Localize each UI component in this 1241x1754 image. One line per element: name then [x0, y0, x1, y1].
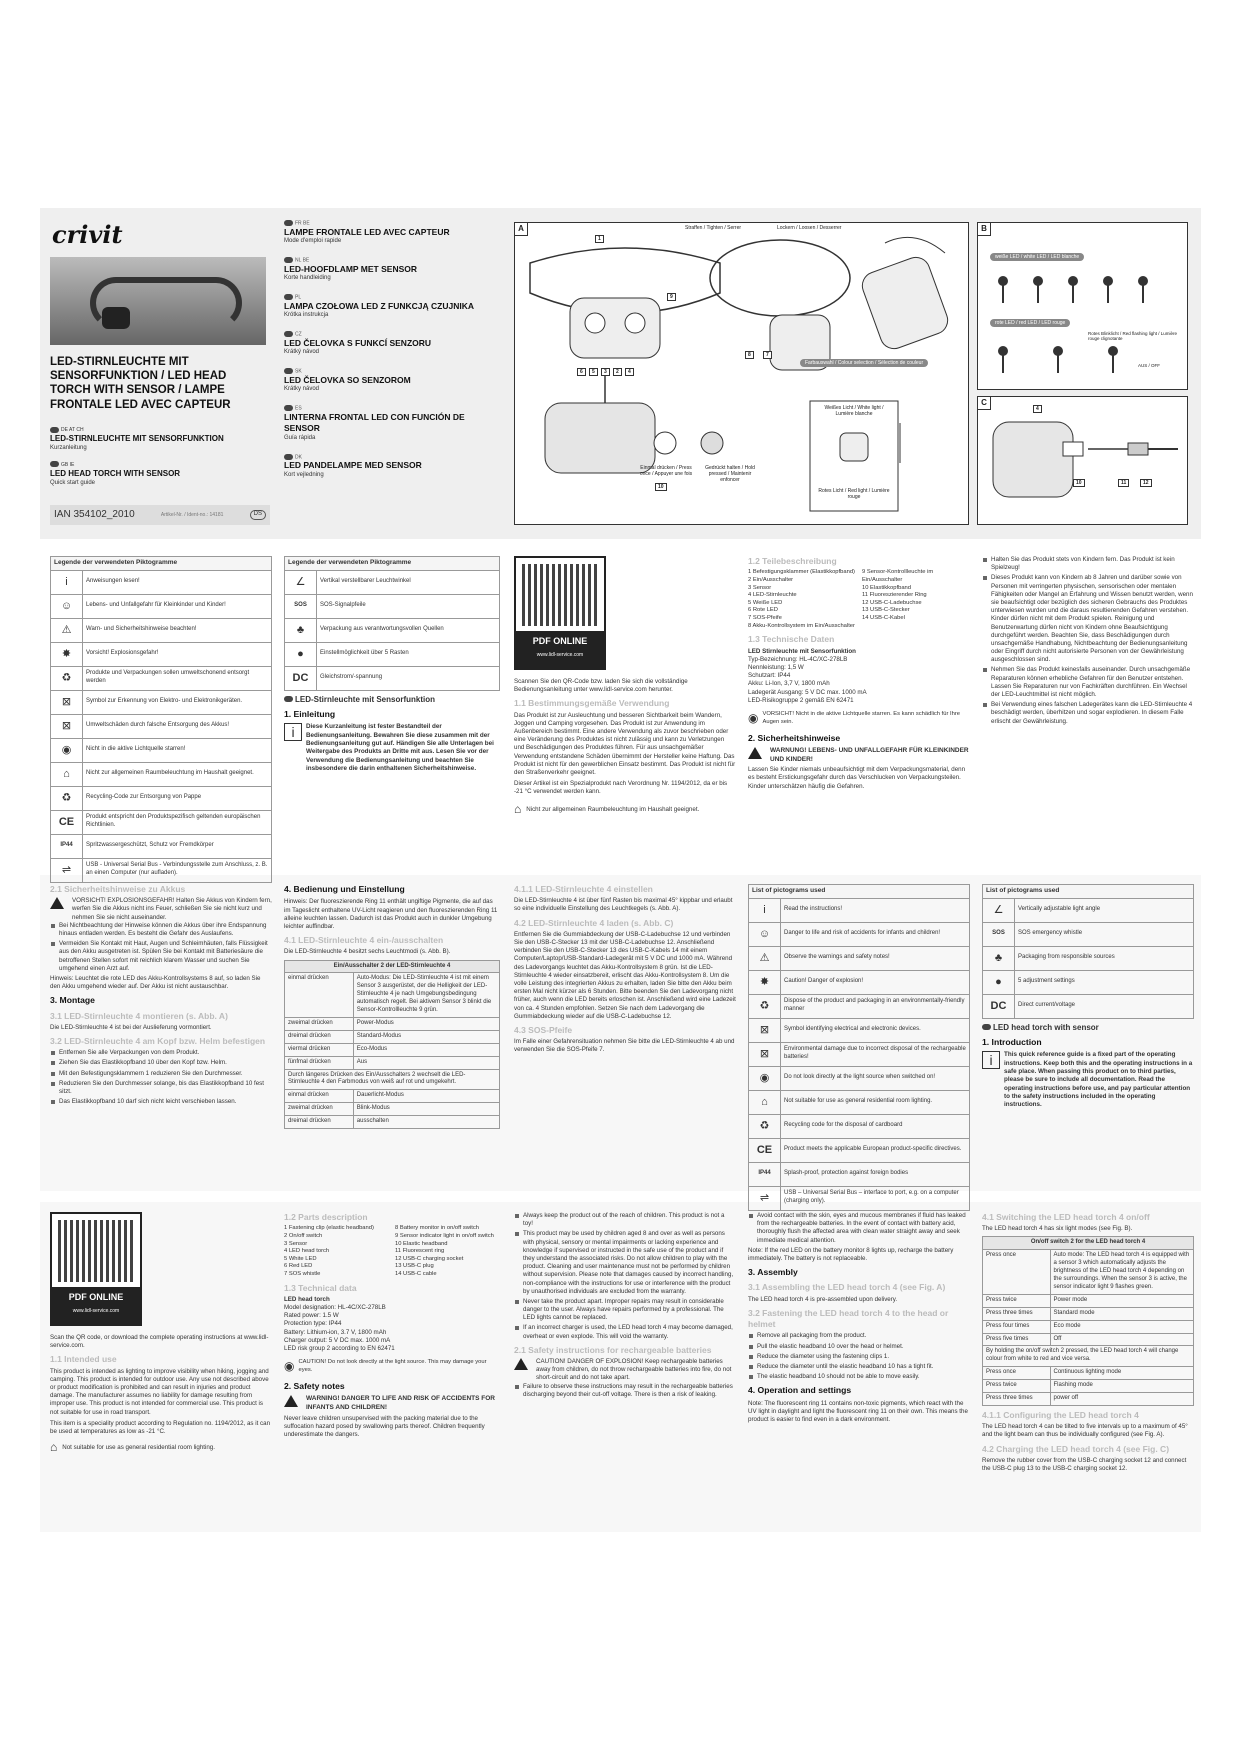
safety-list-en — [514, 1212, 736, 1341]
en-parts-panel: 1.2 Parts description 1 Fastening clip (elastic headband) 2 On/off switch 3 Sensor 4 LED head torch 5 White LED 6 Red LED 7 SOS whistle 8 Battery monitor in on/off switch 9 Sensor indicator light in on/off switch 10 Elastic headband 11 Fluorescent ring 12 USB-C charging socket 13 USB-C plug 14 USB-C cable 1.3 Technical data LED head torch Model designation: HL-4C/XC-278LB Rated power: 1.5 W Protection type: IP44 Battery: Lithium-ion, 3.7 V, 1800 mAh Charger output: 5 V DC max. 1000 mA LED risk group 2 according to EN 62471 ◉ CAUTION! Do not look directly at the light source. This may damage your eyes. 2. Safety notes WARNING! DANGER TO LIFE AND RISK OF ACCIDENTS FOR INFANTS AND CHILDREN! Never leave children unsupervised with the packing material due to the suffocation hazard posed by swallowing parts thereof. Children frequently underestimate the dangers. — [284, 1212, 500, 1524]
brand-logo: crivit — [52, 220, 123, 249]
list-item: 10 Elastikkopfband — [862, 584, 911, 591]
list-item: Reduce the diameter until the elastic headband 10 has a tight fit. — [748, 1363, 970, 1371]
list-item: 13 USB-C-Stecker — [862, 607, 910, 614]
book-icon: i — [284, 723, 302, 741]
list-item: Nennleistung: 1,5 W — [748, 663, 804, 671]
list-item: 1 Befestigungsklammer (Elastikkopfband) — [748, 569, 855, 576]
list-item: Mit den Befestigungsklammern 1 reduzieren Sie den Durchmesser. — [50, 1070, 272, 1078]
list-item: Always keep the product out of the reach of children. This product is not a toy! — [514, 1212, 736, 1228]
list-item: 14 USB-C-Kabel — [862, 615, 905, 622]
lens-drawing — [585, 313, 605, 333]
table-row: Press four times Eco mode — [983, 1320, 1194, 1333]
list-item: Model designation: HL-4C/XC-278LB — [284, 1304, 386, 1312]
list-item: Halten Sie das Produkt stets von Kindern fern. Das Produkt ist kein Spielzeug! — [982, 556, 1194, 572]
table-row: fünfmal drücken Aus — [285, 1056, 500, 1069]
figure-c-label: C — [978, 397, 991, 410]
legend-row: ✸ Vorsicht! Explosionsgefahr! — [51, 642, 272, 666]
language-entry: FR BE LAMPE FRONTALE LED AVEC CAPTEUR Mode d'emploi rapide — [284, 220, 450, 245]
legend-row: IP44 Splash-proof, protection against foreign bodies — [749, 1162, 970, 1186]
lamp-side-view — [858, 253, 951, 352]
legend-en2-table: List of pictograms used ∠ Vertically adjustable light angle SOS SOS emergency whistle ♣ Packaging from responsible sources ● 5 adjustment settings DC Direct current/voltage — [982, 884, 1194, 1019]
list-item: Protection type: IP44 — [284, 1320, 342, 1328]
ian-bar — [50, 505, 270, 524]
list-item: 7 SOS-Pfeife — [748, 615, 782, 622]
fsc-icon: ♣ — [983, 946, 1015, 970]
dc-icon: DC — [983, 994, 1015, 1018]
de-use-panel: PDF ONLINE www.lidl-service.com Scannen Sie den QR-Code bzw. laden Sie sich die vollständige Bedienungsanleitung unter www.lidl-service.com herunter. 1.1 Bestimmungsgemäße Verwendung Das Produkt ist zur Ausleuchtung und besseren Sichtbarkeit beim Wandern, Joggen und Camping vorgesehen. Das Produkt ist zur Anwendung im Außenbereich bestimmt. Eine andere Verwendung als zuvor beschrieben oder eine Veränderung des Produktes ist nicht zulässig und kann zu Verletzungen und Beschädigungen des Produktes führen. Für aus unsachgemäßer Verwendung entstandene Schäden übernimmt der Hersteller keine Haftung. Das Produkt ist nicht für den gewerblichen Einsatz bestimmt. Das Produkt ist nicht für den Straßenverkehr geeignet. Dieser Artikel ist ein Spezialprodukt nach Verordnung Nr. 1194/2012, da er bis -21 °C verwendet werden kann. ⌂ Nicht zur allgemeinen Raumbeleuchtung im Haushalt geeignet. — [514, 556, 736, 856]
legend-row: ⌂ Nicht zur allgemeinen Raumbeleuchtung im Haushalt geeignet. — [51, 762, 272, 786]
house-icon: ⌂ — [51, 762, 83, 786]
list-item: 5 Weiße LED — [748, 599, 783, 606]
explosion-icon: ✸ — [51, 642, 83, 666]
usb-icon: ⇌ — [749, 1186, 781, 1210]
table-row: zweimal drücken Blink-Modus — [285, 1103, 500, 1116]
legend-row: CE Produkt entspricht den Produktspezifisch geltenden europäischen Richtlinien. — [51, 810, 272, 834]
article-number: Artikel-Nr. / Ident-no.: 14181 — [160, 511, 224, 518]
list-item: Typ-Bezeichnung: HL-4C/XC-278LB — [748, 655, 848, 663]
list-item: This product may be used by children aged 8 and over as well as persons with physical, sensory or mental impairments or lacking experience and knowledge if supervised or instructed in the safe use of the product and if they understand the associated risks. Do not allow children to play with the product. Cleaning and user maintenance must not be performed by children without supervision. Please note that damages caused by incorrect handling, non-compliance with the instructions for use or interference with the product by unauthorised individuals are excluded from the warranty. — [514, 1230, 736, 1296]
headband-top-view — [710, 240, 850, 316]
ce-icon: CE — [51, 810, 83, 834]
flag-icon — [50, 461, 59, 467]
strap-label: Straffen / Tighten / Serrer — [685, 225, 742, 231]
legend-row: ♻ Produkte und Verpackungen sollen umweltschonend entsorgt werden — [51, 666, 272, 690]
house-icon: ⌂ — [749, 1090, 781, 1114]
list-item: Never take the product apart. Improper repairs may result in considerable danger to the user. Always have repairs performed by a professional. The LED lights cannot be replaced. — [514, 1298, 736, 1323]
list-item: 14 USB-C cable — [395, 1271, 437, 1278]
table-row: Press once Continuous lighting mode — [983, 1367, 1194, 1380]
legend-row: ☺ Danger to life and risk of accidents for infants and children! — [749, 922, 970, 946]
lamp-charging-drawing — [993, 422, 1073, 497]
dc-icon: DC — [285, 666, 317, 690]
language-entry: SK LED ČELOVKA SO SENZOROM Krátky návod — [284, 368, 411, 393]
list-item: Dieses Produkt kann von Kindern ab 8 Jahren und darüber sowie von Personen mit verringerten physischen, sensorischen oder mentalen Fähigkeiten oder Mangel an Erfahrung und Wissen benutzt werden, wenn sie beaufsichtigt oder bezüglich des sicheren Gebrauchs des Produktes unterwiesen wurden und die daraus resultierenden Gefahren verstehen. Kinder dürfen nicht mit dem Produkt spielen. Reinigung und Benutzerwartung dürfen nicht von Kindern ohne Beaufsichtigung durchgeführt werden. Beachten Sie, dass Beschädigungen durch unsachgemäße Handhabung, Nichtbeachtung der Bedienungsanleitung oder Eingriff durch nicht autorisierte Personen von der Gewährleistung ausgeschlossen sind. — [982, 574, 1194, 664]
list-item: 9 Sensor indicator light in on/off switch — [395, 1232, 494, 1239]
legend-row: ⊠ Umweltschäden durch falsche Entsorgung des Akkus! — [51, 714, 272, 738]
cover-photo — [50, 257, 266, 345]
language-list — [284, 220, 499, 480]
languages-panel — [284, 220, 499, 510]
recycle-icon: ♻ — [749, 994, 781, 1018]
list-item: 1 Fastening clip (elastic headband) — [284, 1225, 374, 1232]
legend-row: ● 5 adjustment settings — [983, 970, 1194, 994]
table-row: Press once Auto mode: The LED head torch 4 is equipped with a sensor 3 which automatically adjusts the brightness of the LED head torch 4 depending on the surroundings. When the sensor 3 is active, the sensor indicator light 9 flashes green. — [983, 1250, 1194, 1295]
list-item: Battery: Lithium-ion, 3.7 V, 1800 mAh — [284, 1328, 387, 1336]
flag-icon — [284, 405, 293, 411]
list-item: Das Elastikkopfband 10 darf sich nicht leicht verschieben lassen. — [50, 1098, 272, 1106]
legend-row: ✸ Caution! Danger of explosion! — [749, 970, 970, 994]
flag-icon — [284, 257, 293, 263]
list-item: 10 Elastic headband — [395, 1240, 448, 1247]
red-flash-label: Rotes Blinklicht / Red flashing light / Lumière rouge clignotante — [1088, 331, 1178, 341]
legend-row: ◉ Nicht in die aktive Lichtquelle starren! — [51, 738, 272, 762]
flag-icon — [284, 331, 293, 337]
parts-list-de — [748, 569, 970, 630]
list-item: 3 Sensor — [748, 584, 772, 591]
list-item: 4 LED head torch — [284, 1248, 330, 1255]
table-row: Press three times power off — [983, 1393, 1194, 1406]
list-item: Nehmen Sie das Produkt keinesfalls auseinander. Durch unsachgemäße Reparaturen können erhebliche Gefahren für den Benutzer entstehen. Lassen Sie Reparaturen nur von Fachkräften durchführen. Ein Wechsel der LED-Leuchtmittel ist nicht möglich. — [982, 666, 1194, 699]
flag-icon — [284, 220, 293, 226]
list-item: 6 Rote LED — [748, 607, 778, 614]
loosen-label: Lockern / Loosen / Desserrer — [777, 225, 842, 231]
book-icon: i — [51, 570, 83, 594]
legend-row: ◉ Do not look directly at the light source when switched on! — [749, 1066, 970, 1090]
red-light-label: Rotes Licht / Red light / Lumière rouge — [818, 488, 890, 500]
language-entry: PL LAMPA CZOŁOWA LED Z FUNKCJĄ CZUJNIKA Krótka instrukcja — [284, 294, 474, 319]
white-led-pill: weiße LED / white LED / LED blanche — [990, 253, 1084, 261]
flag-icon — [284, 368, 293, 374]
child-icon: ☺ — [749, 922, 781, 946]
language-entry: NL BE LED-HOOFDLAMP MET SENSOR Korte handleiding — [284, 257, 418, 282]
warning-icon — [748, 747, 762, 759]
list-item: 7 SOS whistle — [284, 1271, 321, 1278]
list-item: Reduzieren Sie den Durchmesser solange, bis das Elastikkopfband 10 fest sitzt. — [50, 1080, 272, 1096]
legend-row: i Read the instructions! — [749, 898, 970, 922]
angle-icon: ∠ — [983, 898, 1015, 922]
list-item: 3 Sensor — [284, 1240, 308, 1247]
table-row: By holding the on/off switch 2 pressed, the LED head torch 4 will change colour from white to red and vice versa. — [983, 1346, 1194, 1367]
eye-icon: ◉ — [749, 1066, 781, 1090]
ip44-icon: IP44 — [749, 1162, 781, 1186]
table-row: einmal drücken Auto-Modus: Die LED-Stirnleuchte 4 ist mit einem Sensor 3 ausgerüstet, der die Helligkeit der LED-Stirnleuchte 4 je nach Umgebungsbedingung automatisch regelt. Bei aktivem Sensor 3 blinkt die Sensor-Kontrollleuchte 9 grün. — [285, 973, 500, 1018]
sos-icon: SOS — [285, 594, 317, 618]
eye-icon: ◉ — [51, 738, 83, 762]
list-item: Reduce the diameter using the fastening clips 1. — [748, 1353, 970, 1361]
table-row: Durch längeres Drücken des Ein/Ausschalters 2 wechselt die LED-Stirnleuchte 4 den Farbmodus von weiß auf rot und umgekehrt. — [285, 1069, 500, 1090]
mode-table-en: On/off switch 2 for the LED head torch 4 Press once Auto mode: The LED head torch 4 is equipped with a sensor 3 which automatically adjusts the brightness of the LED head torch 4 depending on the surroundings. When the sensor 3 is active, the sensor indicator light 9 flashes green. Press twice Power mode Press three times Standard mode Press four times Eco mode Press five times Off By holding the on/off switch 2 pressed, the LED head torch 4 will change colour from white to red and vice versa. Press once Continuous lighting mode Press twice Flashing mode Press three times power off — [982, 1236, 1194, 1406]
list-item: 2 Ein/Ausschalter — [748, 576, 794, 583]
legend-de-table: Legende der verwendeten Piktogramme i Anweisungen lesen! ☺ Lebens- und Unfallgefahr für Kleinkinder und Kinder! ⚠ Warn- und Sicherheitshinweise beachten! ✸ Vorsicht! Explosionsgefahr! ♻ Produkte und Verpackungen sollen umweltschonend entsorgt werden ⊠ Symbol zur Erkennung von Elektro- und Elektronikgeräten. ⊠ Umweltschäden durch falsche Entsorgung des Akkus! ◉ Nicht in die aktive Lichtquelle starren! ⌂ Nicht zur allgemeinen Raumbeleuchtung im Haushalt geeignet. ♻ Recycling-Code zur Entsorgung von Pappe CE Produkt entspricht den Produktspezifisch geltenden europäischen Richtlinien. IP44 Spritzwassergeschützt, Schutz vor Fremdkörper ⇌ USB - Universal Serial Bus - Verbindungsstelle zum Anschluss, z. B. an einen Computer (nur aufladen). — [50, 556, 272, 883]
mount-list-en — [748, 1332, 970, 1381]
list-item: Remove all packaging from the product. — [748, 1332, 970, 1340]
table-row: dreimal drücken ausschalten — [285, 1116, 500, 1129]
legend-row: i Anweisungen lesen! — [51, 570, 272, 594]
bin-icon: ⊠ — [51, 690, 83, 714]
list-item: Ladegerät Ausgang: 5 V DC max. 1000 mA — [748, 688, 867, 696]
de-parts-panel: 1.2 Teilebeschreibung 1 Befestigungsklammer (Elastikkopfband) 2 Ein/Ausschalter 3 Sensor 4 LED-Stirnleuchte 5 Weiße LED 6 Rote LED 7 SOS-Pfeife 8 Akku-Kontrollsystem im Ein/Ausschalter 9 Sensor-Kontrollleuchte im Ein/Ausschalter 10 Elastikkopfband 11 Fluoreszierender Ring 12 USB-C-Ladebuchse 13 USB-C-Stecker 14 USB-C-Kabel 1.3 Technische Daten LED Stirnleuchte mit Sensorfunktion Typ-Bezeichnung: HL-4C/XC-278LB Nennleistung: 1,5 W Schutzart: IP44 Akku: Li-Ion, 3,7 V, 1800 mAh Ladegerät Ausgang: 5 V DC max. 1000 mA LED-Risikogruppe 2 gemäß EN 62471 ◉ VORSICHT! Nicht in die aktive Lichtquelle starren. Es kann schädlich für Ihre Augen sein. 2. Sicherheitshinweise WARNUNG! LEBENS- UND UNFALLGEFAHR FÜR KLEINKINDER UND KINDER! Lassen Sie Kinder niemals unbeaufsichtigt mit dem Verpackungsmaterial, denn es besteht Erstickungsgefahr durch das Verschlucken von Verpackungsteilen. Kinder unterschätzen häufig die Gefahren. — [748, 556, 969, 790]
tech-data-de — [748, 656, 970, 705]
eye-icon: ◉ — [748, 710, 759, 725]
list-item: 2 On/off switch — [284, 1232, 323, 1239]
list-item: 8 Battery monitor in on/off switch — [395, 1225, 479, 1232]
child-icon: ☺ — [51, 594, 83, 618]
legend-row: ☺ Lebens- und Unfallgefahr für Kleinkinder und Kinder! — [51, 594, 272, 618]
de-441-panel: 4.1.1 LED-Stirnleuchte 4 einstellen Die LED-Stirnleuchte 4 ist über fünf Rasten bis maximal 45° kippbar und erlaubt so eine individuelle Einstellung des Leuchtkegels (s. Abb. A). 4.2 LED-Stirnleuchte 4 laden (s. Abb. C) Entfernen Sie die Gummiabdeckung der USB-C-Ladebuchse 12 und verbinden Sie den USB-C-Stecker 13 mit der USB-C-Ladebuchse 12. Anschließend verbinden Sie den USB-C-Stecker 13 des USB-C-Kabels 14 mit einem Computer/Laptop/USB-Standard-Ladegerät mit 5 V DC und 1000 mA. Während des Ladevorgangs leuchtet das Akku-Kontrollsystem 8 grün. Ist die LED-Stirnleuchte 4 wieder einsatzbereit, erlischt das Akku-Kontrollsystem 8. Um die volle Leistung des integrierten Akkus zu erhalten, laden Sie bitte den Akku beim ersten Mal nicht kürzer als 6 Stunden. Bitte beenden Sie den Ladevorgang nicht früher, auch wenn die LED bereits erloschen ist. Anschließend wird eine Ladezeit von ca. 4 Stunden empfohlen. Setzen Sie nach dem Ladevorgang die Gummiabdeckung wieder auf die USB-C-Ladebuchse 12. 4.3 SOS-Pfeife Im Falle einer Gefahrensituation nehmen Sie bitte die LED-Stirnleuchte 4 ab und verwenden Sie die SOS-Pfeife 7. — [514, 884, 736, 1054]
cover-panel — [50, 215, 270, 535]
cover-lang-gb: GB IE LED HEAD TORCH WITH SENSOR Quick start guide — [50, 461, 181, 486]
table-row: dreimal drücken Standard-Modus — [285, 1030, 500, 1043]
legend-de-panel — [50, 556, 272, 877]
recycle-icon: ♻ — [51, 666, 83, 690]
press-once-label: Einmal drücken / Press once / Appuyer une fois — [639, 465, 693, 477]
mode-table-de: Ein/Ausschalter 2 der LED-Stirnleuchte 4 einmal drücken Auto-Modus: Die LED-Stirnleuchte 4 ist mit einem Sensor 3 ausgerüstet, der die Helligkeit der LED-Stirnleuchte 4 je nach Umgebungsbedingung automatisch regelt. Bei aktivem Sensor 3 blinkt die Sensor-Kontrollleuchte 9 grün. zweimal drücken Power-Modus dreimal drücken Standard-Modus viermal drücken Eco-Modus fünfmal drücken Aus Durch längeres Drücken des Ein/Ausschalters 2 wechselt die LED-Stirnleuchte 4 den Farbmodus von weiß auf rot und umgekehrt. einmal drücken Dauerlicht-Modus zweimal drücken Blink-Modus dreimal drücken ausschalten — [284, 960, 500, 1130]
list-item: 6 Red LED — [284, 1263, 313, 1270]
figure-a: A Straffen / Tighten / Serrer Lockern / Loosen / Desserrer Farbauswahl / Colour selection / Sélection de couleur Weißes Licht / White light / Lumière blanche Rotes Licht / Red light / Lumière rouge Einmal drücken / Press once / Appuyer une fois Gedrückt halten / Hold pressed / Maintenir enfoncer 1 2 3 4 5 6 7 8 9 10 — [514, 222, 969, 525]
explosion-icon — [514, 1358, 528, 1370]
qr-code-en[interactable]: PDF ONLINE www.lidl-service.com — [50, 1212, 142, 1326]
legend-de2-table: Legende der verwendeten Piktogramme ∠ Vertikal verstellbarer Leuchtwinkel SOS SOS-Signalpfeile ♣ Verpackung aus verantwortungsvollen Quellen ● Einstellmöglichkeit über 5 Rasten DC Gleichstrom/-spannung — [284, 556, 500, 691]
ian-number: IAN 354102_2010 — [54, 509, 135, 521]
book-icon: i — [982, 1051, 1000, 1069]
en-operation-panel: 4.1 Switching the LED head torch 4 on/off The LED head torch 4 has six light modes (see Fig. B). On/off switch 2 for the LED head torch 4 Press once Auto mode: The LED head torch 4 is equipped with a sensor 3 which automatically adjusts the brightness of the LED head torch 4 depending on the surroundings. When the sensor 3 is active, the sensor indicator light 9 flashes green. Press twice Power mode Press three times Standard mode Press four times Eco mode Press five times Off By holding the on/off switch 2 pressed, the LED head torch 4 will change colour from white to red and vice versa. Press once Continuous lighting mode Press twice Flashing mode Press three times power off 4.1.1 Configuring the LED head torch 4 The LED head torch 4 can be tilted to five intervals up to a maximum of 45° and the light beam can thus be individually configured (see Fig. A). 4.2 Charging the LED head torch 4 (see Fig. C) Remove the rubber cover from the USB-C charging socket 12 and connect the USB-C plug 13 to the USB-C charging socket 12. — [982, 1212, 1194, 1524]
bin-icon: ⊠ — [51, 714, 83, 738]
headlamp-drawing — [570, 298, 660, 358]
table-row: Press three times Standard mode — [983, 1307, 1194, 1320]
legend-row: ⌂ Not suitable for use as general residential room lighting. — [749, 1090, 970, 1114]
legend-row: ♻ Dispose of the product and packaging in an environmentally-friendly manner — [749, 994, 970, 1018]
list-item: 11 Fluorescent ring — [395, 1248, 445, 1255]
cover-lang-de: DE AT CH LED-STIRNLEUCHTE MIT SENSORFUNKTION Kurzanleitung — [50, 427, 224, 451]
table-row: einmal drücken Dauerlicht-Modus — [285, 1090, 500, 1103]
mount-list-de — [50, 1049, 272, 1106]
legend-row: ● Einstellmöglichkeit über 5 Rasten — [285, 642, 500, 666]
en-safety-panel: Always keep the product out of the reach of children. This product is not a toy! This product may be used by children aged 8 and over as well as persons with physical, sensory or mental impairments or lacking experience and knowledge if supervised or instructed in the safe use of the product and if they understand the associated risks. Do not allow children to play with the product. Cleaning and user maintenance must not be performed by children without supervision. Please note that damages caused by incorrect handling, non-compliance with the instructions for use or interference with the product by unauthorised individuals are excluded from the warranty. Never take the product apart. Improper repairs may result in considerable danger to the user. Always have repairs performed by a professional. The LED lights cannot be replaced. If an incorrect charger is used, the LED head torch 4 may become damaged, overheat or even explode. This will void the warranty. 2.1 Safety instructions for rechargeable batteries CAUTION! DANGER OF EXPLOSION! Keep rechargeable batteries away from children, do not throw rechargeable batteries into fire, do not short-circuit and do not take apart. Failure to observe these instructions may result in the rechargeable batteries discharging beyond their cut-off voltage. There is then a risk of leaking. — [514, 1212, 736, 1524]
fsc-icon: ♣ — [285, 618, 317, 642]
legend-row: ⚠ Warn- und Sicherheitshinweise beachten! — [51, 618, 272, 642]
table-row: zweimal drücken Power-Modus — [285, 1017, 500, 1030]
legend-row: ♣ Packaging from responsible sources — [983, 946, 1194, 970]
list-item: 12 USB-C charging socket — [395, 1255, 464, 1262]
legend-row: ⊠ Environmental damage due to incorrect disposal of the rechargeable batteries! — [749, 1042, 970, 1066]
legend-en-table: List of pictograms used i Read the instructions! ☺ Danger to life and risk of accidents for infants and children! ⚠ Observe the warnings and safety notes! ✸ Caution! Danger of explosion! ♻ Dispose of the product and packaging in an environmentally-friendly manner ⊠ Symbol identifying electrical and electronic devices. ⊠ Environmental damage due to incorrect disposal of the rechargeable batteries! ◉ Do not look directly at the light source when switched on! ⌂ Not suitable for use as general residential room lighting. ♻ Recycling code for the disposal of cardboard CE Product meets the applicable European product-specific directives. IP44 Splash-proof, protection against foreign bodies ⇌ USB – Universal Serial Bus – interface to port, e.g. on a computer (charging only). — [748, 884, 970, 1211]
legend-row: ∠ Vertikal verstellbarer Leuchtwinkel — [285, 570, 500, 594]
bin-icon: ⊠ — [749, 1018, 781, 1042]
eye-icon: ◉ — [284, 1359, 295, 1374]
section-title-en: LED head torch with sensor — [982, 1023, 1194, 1034]
list-item: Pull the elastic headband 10 over the head or helmet. — [748, 1343, 970, 1351]
figure-b — [977, 222, 1188, 390]
dial-icon: ● — [983, 970, 1015, 994]
ce-icon: CE — [749, 1138, 781, 1162]
table-row: Press five times Off — [983, 1333, 1194, 1346]
off-label: AUS / OFF — [1138, 363, 1161, 368]
ds-badge: DS — [250, 510, 266, 520]
qr-code[interactable]: PDF ONLINE www.lidl-service.com — [514, 556, 606, 670]
legend-row: ⚠ Observe the warnings and safety notes! — [749, 946, 970, 970]
list-item: 13 USB-C plug — [395, 1263, 434, 1270]
warning-icon: ⚠ — [51, 618, 83, 642]
recycle-icon: ♻ — [51, 786, 83, 810]
list-item: Charger output: 5 V DC max. 1000 mA — [284, 1336, 391, 1344]
list-item: Rated power: 1.5 W — [284, 1312, 339, 1320]
legend-row: ♻ Recycling code for the disposal of cardboard — [749, 1114, 970, 1138]
ip44-icon: IP44 — [51, 834, 83, 858]
warning-icon: ⚠ — [749, 946, 781, 970]
press-hold-label: Gedrückt halten / Hold pressed / Maintenir enfoncer — [705, 465, 755, 483]
list-item: LED risk group 2 according to EN 62471 — [284, 1345, 395, 1353]
legend-row: ⊠ Symbol identifying electrical and electronic devices. — [749, 1018, 970, 1042]
angle-icon: ∠ — [285, 570, 317, 594]
list-item: 8 Akku-Kontrollsystem im Ein/Ausschalter — [748, 622, 855, 629]
legend-row: CE Product meets the applicable European product-specific directives. — [749, 1138, 970, 1162]
table-row: Press twice Flashing mode — [983, 1380, 1194, 1393]
legend-row: ⊠ Symbol zur Erkennung von Elektro- und Elektronikgeräten. — [51, 690, 272, 714]
list-item: Akku: Li-Ion, 3,7 V, 1800 mAh — [748, 680, 830, 688]
lamp-hand-drawing — [545, 403, 655, 473]
section-title-de: LED-Stirnleuchte mit Sensorfunktion — [284, 695, 500, 706]
parts-list-en — [284, 1225, 500, 1278]
figure-c: C 4 10 11 12 — [977, 396, 1188, 525]
warning-icon — [284, 1395, 298, 1407]
dial-icon: ● — [285, 642, 317, 666]
intro-de: i Diese Kurzanleitung ist fester Bestandteil der Bedienungsanleitung. Bewahren Sie diese zusammen mit der Bedienungsanleitung gut auf. Händigen Sie alle Unterlagen bei Weitergabe des Produkts an Dritte mit aus. Lesen Sie vor der Verwendung die Bedienungsanleitung und beachten Sie insbesondere die darin enthaltenen Sicherheitshinweise. — [284, 723, 500, 773]
list-item: If an incorrect charger is used, the LED head torch 4 may become damaged, overheat or even explode. This will void the warranty. — [514, 1324, 736, 1340]
list-item: 11 Fluoreszierender Ring — [862, 592, 927, 599]
legend-row: ♣ Verpackung aus verantwortungsvollen Quellen — [285, 618, 500, 642]
de-bedienung-panel: 4. Bedienung und Einstellung Hinweis: Der fluoreszierende Ring 11 enthält ungiftige Pigmente, die auf das im Tageslicht enthaltene UV-Licht reagieren und den fluoreszierenden Ring 11 alleine leuchten lassen. Dadurch ist das Produkt auch in dunkler Umgebung leichter auffindbar. 4.1 LED-Stirnleuchte 4 ein-/ausschalten Die LED-Stirnleuchte 4 besitzt sechs Leuchtmodi (s. Abb. B). Ein/Ausschalter 2 der LED-Stirnleuchte 4 einmal drücken Auto-Modus: Die LED-Stirnleuchte 4 ist mit einem Sensor 3 ausgerüstet, der die Helligkeit der LED-Stirnleuchte 4 je nach Umgebungsbedingung automatisch regelt. Bei aktivem Sensor 3 blinkt die Sensor-Kontrollleuchte 9 grün. zweimal drücken Power-Modus dreimal drücken Standard-Modus viermal drücken Eco-Modus fünfmal drücken Aus Durch längeres Drücken des Ein/Ausschalters 2 wechselt die LED-Stirnleuchte 4 den Farbmodus von weiß auf rot und umgekehrt. einmal drücken Dauerlicht-Modus zweimal drücken Blink-Modus dreimal drücken ausschalten — [284, 884, 500, 1184]
house-icon: ⌂ — [514, 802, 522, 817]
en-use-panel: PDF ONLINE www.lidl-service.com Scan the QR code, or download the complete operating instructions at www.lidl-service.com. 1.1 Intended use This product is intended as lighting to improve visibility when hiking, jogging and camping. This product is intended for outdoor use. Any use not described above or product modification is prohibited and can result in injuries and product damage. The manufacturer assumes no liability for damage resulting from improper use. This product is not intended for commercial use. This product is not suitable for use in road transport. This item is a speciality product according to Regulation no. 1194/2012, as it can be used at temperatures as low as -21 °C. ⌂ Not suitable for use as general residential room lighting. — [50, 1212, 272, 1524]
figure-c-drawing — [978, 397, 1187, 524]
white-light-label: Weißes Licht / White light / Lumière blanche — [824, 405, 884, 417]
list-item: 12 USB-C-Ladebuchse — [862, 599, 922, 606]
legend-row: ⇌ USB - Universal Serial Bus - Verbindungsstelle zum Anschluss, z. B. an einen Computer (nur aufladen). — [51, 858, 272, 882]
table-row: viermal drücken Eco-Modus — [285, 1043, 500, 1056]
flag-icon — [284, 294, 293, 300]
de-akku-panel: 2.1 Sicherheitshinweise zu Akkus VORSICHT! EXPLOSIONSGEFAHR! Halten Sie Akkus von Kindern fern, werfen Sie die Akkus nicht ins Feuer, schließen Sie sie nicht kurz und nehmen Sie sie nicht auseinander. Bei Nichtbeachtung der Hinweise können die Akkus über ihre Endspannung hinaus entladen werden. Es besteht die Gefahr des Auslaufens. Vermeiden Sie Kontakt mit Haut, Augen und Schleimhäuten, falls Flüssigkeit aus den Akku ausgetreten ist. Spülen Sie bei Kontakt mit Batteriesäure die betroffenen Stellen sofort mit reichlich klarem Wasser und suchen Sie umgehend einen Arzt auf. Hinweis: Leuchtet die rote LED des Akku-Kontrollsystems 8 auf, so laden Sie den Akku umgehend wieder auf. Der Akku ist nicht austauschbar. 3. Montage 3.1 LED-Stirnleuchte 4 montieren (s. Abb. A) Die LED-Stirnleuchte 4 ist bei der Auslieferung vormontiert. 3.2 LED-Stirnleuchte 4 am Kopf bzw. Helm befestigen Entfernen Sie alle Verpackungen von dem Produkt. Ziehen Sie das Elastikkopfband 10 über den Kopf bzw. Helm. Mit den Befestigungsklammern 1 reduzieren Sie den Durchmesser. Reduzieren Sie den Durchmesser solange, bis das Elastikkopfband 10 fest sitzt. Das Elastikkopfband 10 darf sich nicht leicht verschieben lassen. — [50, 884, 272, 1106]
sos-icon: SOS — [983, 922, 1015, 946]
list-item: Bei Verwendung eines falschen Ladegerätes kann die LED-Stirnleuchte 4 beschädigt werden, überhitzen und sogar explodieren. In diesem Falle erlischt der Gewährleistung. — [982, 701, 1194, 726]
legend-row: IP44 Spritzwassergeschützt, Schutz vor Fremdkörper — [51, 834, 272, 858]
explosion-icon — [50, 897, 64, 909]
list-item: 4 LED-Stirnleuchte — [748, 592, 797, 599]
list-item: Ziehen Sie das Elastikkopfband 10 über den Kopf bzw. Helm. — [50, 1059, 272, 1067]
language-entry: ES LINTERNA FRONTAL LED CON FUNCIÓN DE SENSOR Guía rápida — [284, 405, 465, 441]
legend-en2-panel: List of pictograms used ∠ Vertically adjustable light angle SOS SOS emergency whistle ♣ Packaging from responsible sources ● 5 adjustment settings DC Direct current/voltage LED head torch with sensor 1. Introduction i This quick reference guide is a fixed part of the operating instructions. Keep both this and the operating instructions in a safe place. When passing this product on to third parties, please be sure to include all documentation. Read the operating instructions before use, and pay particular attention to the safety instructions included in the operating instructions. — [982, 884, 1194, 1184]
list-item: Schutzart: IP44 — [748, 672, 791, 680]
recycle-icon: ♻ — [749, 1114, 781, 1138]
legend-row: SOS SOS emergency whistle — [983, 922, 1194, 946]
de-safety-panel — [982, 556, 1194, 856]
legend-de2-panel — [284, 556, 500, 856]
intro-heading-de: 1. Einleitung — [284, 709, 336, 720]
usb-plug-drawing — [1128, 443, 1148, 455]
language-entry: DK LED PANDELAMPE MED SENSOR Kort vejledning — [284, 453, 422, 478]
list-item: 9 Sensor-Kontrollleuchte im Ein/Ausschalter — [862, 569, 934, 583]
tech-data-en — [284, 1304, 500, 1353]
figure-a-label: A — [515, 223, 528, 236]
house-icon: ⌂ — [50, 1440, 58, 1455]
legend-row: SOS SOS-Signalpfeile — [285, 594, 500, 618]
legend-row: ♻ Recycling-Code zur Entsorgung von Pappe — [51, 786, 272, 810]
cover-title: LED-STIRNLEUCHTE MIT SENSORFUNKTION / LED HEAD TORCH WITH SENSOR / LAMPE FRONTALE LED AVEC CAPTEUR — [50, 355, 231, 411]
book-icon: i — [749, 898, 781, 922]
usb-icon: ⇌ — [51, 858, 83, 882]
flag-icon — [284, 454, 293, 460]
legend-row: ∠ Vertically adjustable light angle — [983, 898, 1194, 922]
table-row: Press twice Power mode — [983, 1294, 1194, 1307]
legend-en-panel — [748, 884, 970, 1205]
list-item: The elastic headband 10 should not be able to move easily. — [748, 1373, 970, 1381]
en-assembly-panel: Avoid contact with the skin, eyes and mucous membranes if fluid has leaked from the rechargeable batteries. In the event of contact with battery acid, thoroughly flush the affected area with clean water straight away and seek immediate medical attention. Note: If the red LED on the battery monitor 8 lights up, recharge the battery immediately. The battery is not replaceable. 3. Assembly 3.1 Assembling the LED head torch 4 (see Fig. A) The LED head torch 4 is pre-assembled upon delivery. 3.2 Fastening the LED head torch 4 to the head or helmet Remove all packaging from the product. Pull the elastic headband 10 over the head or helmet. Reduce the diameter using the fastening clips 1. Reduce the diameter until the elastic headband 10 has a tight fit. The elastic headband 10 should not be able to move easily. 4. Operation and settings Note: The fluorescent ring 11 contains non-toxic pigments, which react with the UV light in daylight and light the fluorescent ring 11 on their own. This means the product is easier to find even in a dark environment. — [748, 1212, 970, 1524]
list-item: 5 White LED — [284, 1255, 317, 1262]
flag-icon — [50, 427, 59, 433]
legend-row: ⇌ USB – Universal Serial Bus – interface to port, e.g. on a computer (charging only). — [749, 1186, 970, 1210]
list-item: LED-Risikogruppe 2 gemäß EN 62471 — [748, 696, 854, 704]
red-led-pill: rote LED / red LED / LED rouge — [990, 319, 1070, 327]
legend-row: DC Gleichstrom/-spannung — [285, 666, 500, 690]
explosion-icon: ✸ — [749, 970, 781, 994]
figure-b-label: B — [978, 223, 991, 236]
colour-selection-pill: Farbauswahl / Colour selection / Sélection de couleur — [800, 359, 928, 367]
safety-list-de — [982, 556, 1194, 726]
language-entry: CZ LED ČELOVKA S FUNKCÍ SENZORU Krátký návod — [284, 331, 432, 356]
bin-icon: ⊠ — [749, 1042, 781, 1066]
legend-row: DC Direct current/voltage — [983, 994, 1194, 1018]
list-item: Entfernen Sie alle Verpackungen von dem Produkt. — [50, 1049, 272, 1057]
